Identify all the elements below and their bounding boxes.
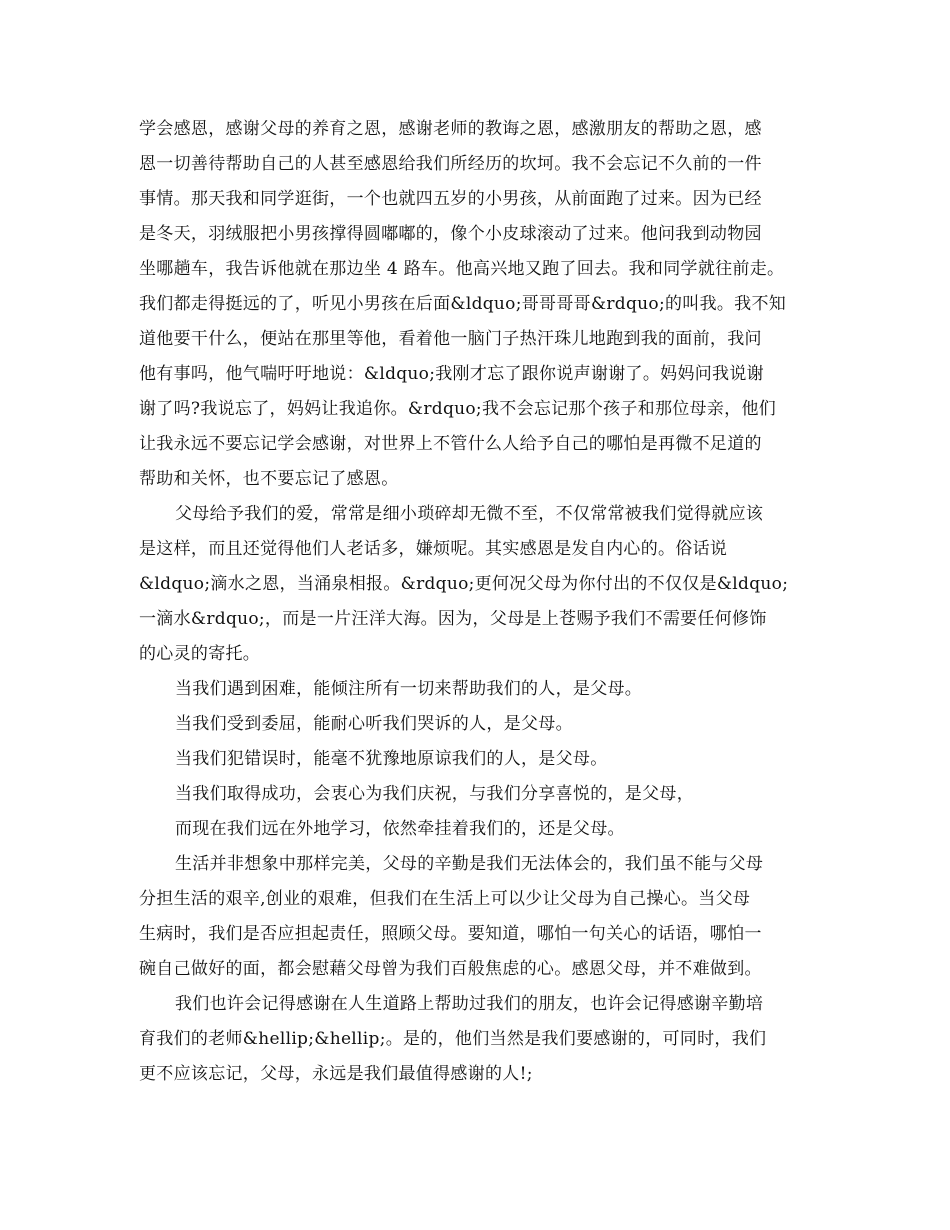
text-line: 是这样，而且还觉得他们人老话多，嫌烦呢。其实感恩是发自内心的。俗话说 (139, 539, 728, 559)
text-line: 的心灵的寄托。 (139, 644, 261, 664)
text-line: &ldquo;滴水之恩，当涌泉相报。&rdquo;更何况父母为你付出的不仅仅是&ldquo; (139, 574, 789, 594)
text-line: 碗自己做好的面，都会慰藉父母曾为我们百般焦虑的心。感恩父母，并不难做到。 (139, 959, 762, 979)
text-line: 他有事吗，他气喘吁吁地说：&ldquo;我刚才忘了跟你说声谢谢了。妈妈问我说谢 (139, 364, 764, 384)
text-line: 而现在我们远在外地学习，依然牵挂着我们的，还是父母。 (175, 819, 625, 839)
text-line: 父母给予我们的爱，常常是细小琐碎却无微不至，不仅常常被我们觉得就应该 (175, 504, 764, 524)
document-body (139, 112, 819, 1092)
text-line: 道他要干什么，便站在那里等他，看着他一脑门子热汗珠儿地跑到我的面前，我问 (139, 329, 762, 349)
text-line: 生活并非想象中那样完美，父母的辛勤是我们无法体会的，我们虽不能与父母 (175, 854, 764, 874)
text-line: 生病时，我们是否应担起责任，照顾父母。要知道，哪怕一句关心的话语，哪怕一 (139, 924, 762, 944)
text-line: 事情。那天我和同学逛街，一个也就四五岁的小男孩，从前面跑了过来。因为已经 (139, 189, 762, 209)
text-line: 当我们取得成功，会衷心为我们庆祝，与我们分享喜悦的，是父母， (175, 784, 694, 804)
text-line: 坐哪趟车，我告诉他就在那边坐 4 路车。他高兴地又跑了回去。我和同学就往前走。 (139, 259, 785, 279)
text-line: 分担生活的艰辛,创业的艰难，但我们在生活上可以少让父母为自己操心。当父母 (139, 889, 751, 909)
text-line: 我们都走得挺远的了，听见小男孩在后面&ldquo;哥哥哥哥&rdquo;的叫我。我不知 (139, 294, 787, 314)
text-line: 是冬天，羽绒服把小男孩撑得圆嘟嘟的，像个小皮球滚动了过来。他问我到动物园 (139, 224, 762, 244)
text-line: 让我永远不要忘记学会感谢，对世界上不管什么人给予自己的哪怕是再微不足道的 (139, 434, 762, 454)
text-line: 我们也许会记得感谢在人生道路上帮助过我们的朋友，也许会记得感谢辛勤培 (175, 994, 764, 1014)
text-line: 学会感恩，感谢父母的养育之恩，感谢老师的教诲之恩，感激朋友的帮助之恩，感 (139, 119, 762, 139)
text-line: 谢了吗?我说忘了，妈妈让我追你。&rdquo;我不会忘记那个孩子和那位母亲，他们 (139, 399, 777, 419)
text-line: 当我们遇到困难，能倾注所有一切来帮助我们的人，是父母。 (175, 679, 643, 699)
text-line: 恩一切善待帮助自己的人甚至感恩给我们所经历的坎坷。我不会忘记不久前的一件 (139, 154, 762, 174)
text-line: 当我们受到委屈，能耐心听我们哭诉的人，是父母。 (175, 714, 573, 734)
text-line: 更不应该忘记，父母，永远是我们最值得感谢的人!; (139, 1064, 533, 1084)
text-line: 育我们的老师&hellip;&hellip;。是的，他们当然是我们要感谢的，可同时，我们 (139, 1029, 767, 1049)
text-line: 帮助和关怀，也不要忘记了感恩。 (139, 469, 399, 489)
text-line: 一滴水&rdquo;，而是一片汪洋大海。因为，父母是上苍赐予我们不需要任何修饰 (139, 609, 767, 629)
text-line: 当我们犯错误时，能毫不犹豫地原谅我们的人，是父母。 (175, 749, 608, 769)
